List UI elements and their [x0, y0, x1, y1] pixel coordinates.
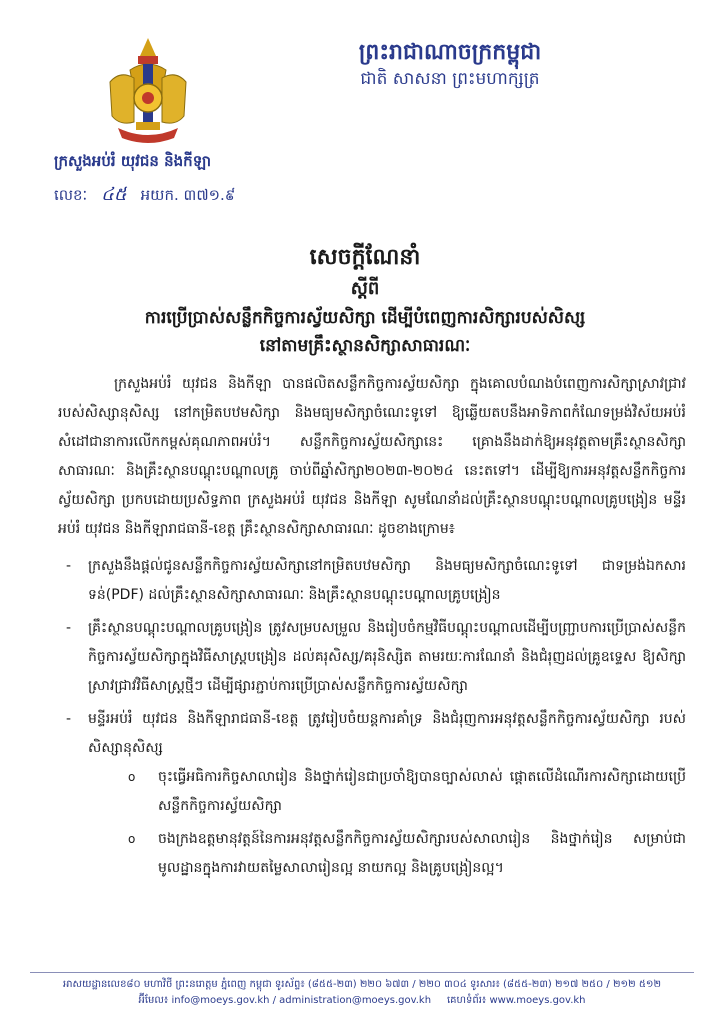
national-motto: ជាតិ សាសនា ព្រះមហាក្សត្រ [360, 69, 540, 89]
sub-list-item: o ចុះធ្វើអធិការកិច្ចសាលារៀន និងថ្នាក់រៀនជាប្រចាំឱ្យបានច្បាស់លាស់ ផ្តោតលើដំណើរការសិក្សាដោយប្រើសន្លឹកកិច្ចការស្វ័យសិក្សា [88, 763, 686, 821]
list-item: - គ្រឹះស្ថានបណ្តុះបណ្តាលគ្រូបង្រៀន ត្រូវសម្របសម្រួល និងរៀបចំកម្មវិធីបណ្តុះបណ្តាលដើម្បីបញ្ជ្រាបការប្រើប្រាស់សន្លឹកកិច្ចការស្វ័យសិក្សាក្នុងវិធីសាស្ត្របង្រៀន ដល់គរុសិស្ស/គរុនិស្សិត តាមរយៈការណែនាំ និងជំរុញដល់គ្រូឧទ្ទេស ឱ្យសិក្សាស្រាវជ្រាវវិធីសាស្ត្រថ្មីៗ ដើម្បីផ្សារភ្ជាប់ការប្រើប្រាស់សន្លឹកកិច្ចការស្វ័យសិក្សា [58, 614, 686, 701]
footer-address: អាសយដ្ឋានលេខ៨០ មហាវិថី ព្រះនរោត្តម ភ្នំពេញ កម្ពុជា ទូរស័ព្ទ៖ (៨៥៥-២៣) ២២០ ៦៧៣ / ២២០ ៣០៤ ទូរសារ៖ (៨៥៥-២៣) ២១៧ ២៥០ / ២១២ ៥១២ [62, 979, 662, 990]
email-address[interactable]: info@moeys.gov.kh / administration@moeys.gov.kh [171, 995, 432, 1006]
list-item: - ក្រសួងនឹងផ្តល់ជូនសន្លឹកកិច្ចការស្វ័យសិក្សានៅកម្រិតបឋមសិក្សា និងមធ្យមសិក្សាចំណេះទូទៅ ជាទម្រង់ឯកសារទន់(PDF) ដល់គ្រឹះស្ថានសិក្សាសាធារណៈ និងគ្រឹះស្ថានបណ្តុះបណ្តាលគ្រូបង្រៀន [58, 552, 686, 610]
intro-paragraph: ក្រសួងអប់រំ យុវជន និងកីឡា បានផលិតសន្លឹកកិច្ចការស្វ័យសិក្សា ក្នុងគោលបំណងបំពេញការសិក្សាស្រាវជ្រាវរបស់សិស្សានុសិស្ស នៅកម្រិតបឋមសិក្សា និងមធ្យមសិក្សាចំណេះទូទៅ ឱ្យឆ្លើយតបនឹងអាទិភាពកំណែទម្រង់វិស័យអប់រំ សំដៅជានាការលើកកម្ពស់គុណភាពអប់រំ។ សន្លឹកកិច្ចការស្វ័យសិក្សានេះ គ្រោងនឹងដាក់ឱ្យអនុវត្តតាមគ្រឹះស្ថានសិក្សាសាធារណៈ និងគ្រឹះស្ថានបណ្តុះបណ្តាលគ្រូ ចាប់ពីឆ្នាំសិក្សា២០២៣-២០២៤ នេះតទៅ។ ដើម្បីឱ្យការអនុវត្តសន្លឹកកិច្ចការស្វ័យសិក្សា ប្រកបដោយប្រសិទ្ធភាព ក្រសួងអប់រំ យុវជន និងកីឡា សូមណែនាំដល់គ្រឹះស្ថានបណ្តុះបណ្តាលគ្រូបង្រៀន មន្ទីរអប់រំ យុវជន និងកីឡារាជធានី-ខេត្ត គ្រឹះស្ថានសិក្សាសាធារណៈ ដូចខាងក្រោម៖ [58, 376, 686, 537]
reference-line [54, 182, 235, 209]
kingdom-name: ព្រះរាជាណាចក្រកម្ពុជា [358, 40, 542, 65]
list-item-text: មន្ទីរអប់រំ យុវជន និងកីឡារាជធានី-ខេត្ត ត្រូវរៀបចំយន្តការគាំទ្រ និងជំរុញការអនុវត្តសន្លឹកកិច្ចការស្វ័យសិក្សា របស់សិស្សានុសិស្ស [88, 711, 686, 756]
ministry-emblem [100, 30, 196, 148]
document-body [58, 370, 686, 887]
reference-number: ៤៥ [101, 184, 127, 205]
kingdom-header [240, 40, 660, 92]
document-type: សេចក្តីណែនាំ [309, 245, 421, 270]
email-label: អ៊ីមែល៖ [138, 995, 169, 1006]
footer-contacts [30, 993, 694, 1009]
sub-list-item: o ចងក្រងឧត្តមានុវត្តន៍នៃការអនុវត្តសន្លឹកកិច្ចការស្វ័យសិក្សារបស់សាលារៀន និងថ្នាក់រៀន សម្រាប់ជាមូលដ្ឋានក្នុងការវាយតម្លៃសាលារៀនល្អ នាយកល្អ និងគ្រូបង្រៀនល្អ។ [88, 825, 686, 883]
title-on: ស្តីពី [350, 278, 380, 299]
reference-code: អយក. ៣៧១.៩ [140, 186, 236, 204]
document-title [60, 242, 670, 360]
website-label: គេហទំព័រ៖ [446, 995, 487, 1006]
subject-line-1: ការប្រើប្រាស់សន្លឹកកិច្ចការស្វ័យសិក្សា ដើម្បីបំពេញការសិក្សារបស់សិស្ស [144, 308, 586, 328]
subject-line-2: នៅតាមគ្រឹះស្ថានសិក្សាសាធារណៈ [259, 336, 471, 356]
ministry-name: ក្រសួងអប់រំ យុវជន និងកីឡា [54, 152, 212, 170]
website-link[interactable]: www.moeys.gov.kh [489, 995, 586, 1006]
list-item [58, 705, 686, 883]
directive-list [58, 552, 686, 883]
reference-label: លេខៈ [54, 186, 88, 204]
footer [30, 972, 694, 1009]
sub-list [88, 763, 686, 883]
